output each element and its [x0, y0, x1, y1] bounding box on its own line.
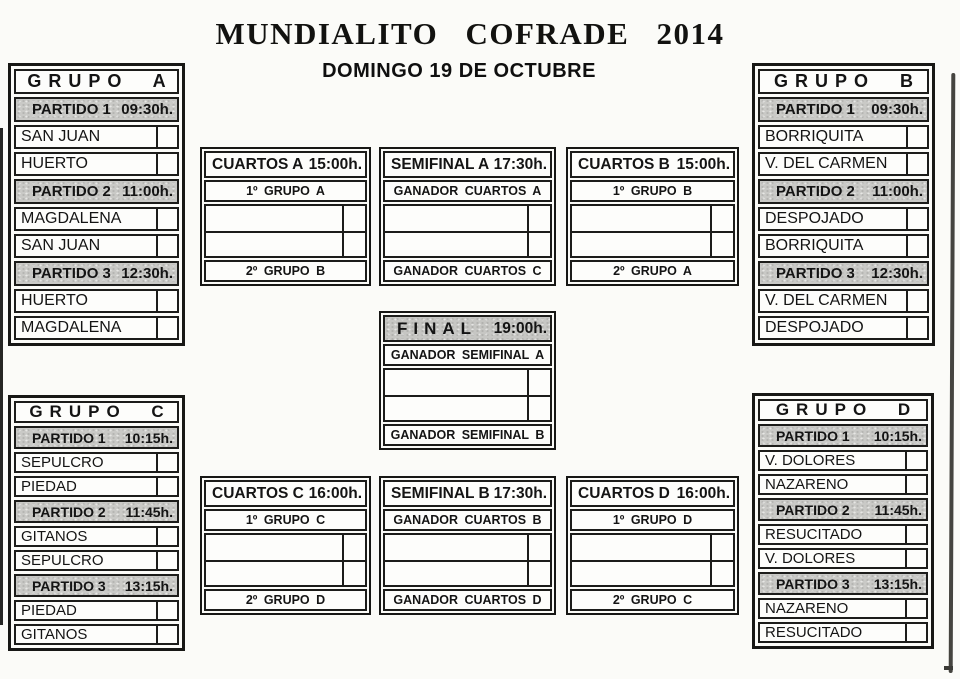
score-cell: [527, 562, 550, 585]
score-cell: [905, 624, 926, 641]
empty-team-slot: [572, 233, 710, 256]
match-time: 09:30h.: [871, 101, 923, 118]
match-label: PARTIDO 3: [776, 575, 850, 592]
match-label: PARTIDO 2: [32, 183, 111, 200]
team-row: [14, 624, 179, 645]
match-label: PARTIDO 2: [776, 501, 850, 518]
match-header: [14, 574, 179, 597]
score-cell: [906, 291, 927, 311]
bracket-box-cuartos-b: [566, 147, 739, 286]
team-name: MAGDALENA: [21, 210, 122, 227]
score-cell: [906, 154, 927, 174]
score-cell: [527, 233, 550, 256]
seed-label-top-text: 1º GRUPO D: [612, 513, 693, 527]
match-label: PARTIDO 1: [776, 427, 850, 444]
team-name: HUERTO: [21, 155, 88, 172]
score-slot: [572, 231, 733, 256]
team-name: V. DOLORES: [765, 452, 856, 469]
score-cell: [710, 535, 733, 560]
team-name: HUERTO: [21, 292, 88, 309]
team-row: [758, 622, 928, 643]
bracket-title: CUARTOS D: [578, 484, 670, 502]
seed-label-bottom-text: GANADOR SEMIFINAL B: [390, 428, 545, 442]
group-title: [758, 399, 928, 421]
score-cell: [905, 526, 926, 543]
seed-label-top-text: GANADOR CUARTOS A: [393, 184, 542, 198]
team-row: [758, 289, 929, 313]
team-name: GITANOS: [21, 528, 88, 545]
match-time: 11:45h.: [874, 501, 922, 518]
match-header: [14, 261, 179, 286]
bracket-title: CUARTOS C: [212, 484, 304, 502]
seed-label-top-text: 1º GRUPO A: [246, 184, 325, 198]
team-name: DESPOJADO: [765, 319, 864, 336]
team-name: BORRIQUITA: [765, 237, 864, 254]
score-slots: [383, 533, 552, 587]
seed-label-top: [383, 180, 552, 202]
team-name: V. DOLORES: [765, 550, 856, 567]
score-cell: [527, 535, 550, 560]
match-header: [758, 97, 929, 122]
seed-label-top: [570, 509, 735, 531]
seed-label-top-text: 1º GRUPO C: [245, 513, 326, 527]
match-label: PARTIDO 1: [32, 101, 111, 118]
score-slot: [385, 535, 550, 560]
bracket-box-cuartos-c: [200, 476, 371, 615]
score-slot: [206, 535, 365, 560]
seed-label-top-text: GANADOR CUARTOS B: [393, 513, 542, 527]
seed-label-bottom: [570, 589, 735, 611]
team-name: MAGDALENA: [21, 319, 122, 336]
bracket-header: [383, 151, 552, 178]
bracket-time: 15:00h.: [676, 155, 730, 173]
score-cell: [156, 236, 177, 256]
team-name: SAN JUAN: [21, 237, 101, 254]
team-row: [14, 234, 179, 258]
score-cell: [342, 562, 365, 585]
score-slot: [385, 560, 550, 585]
team-name: RESUCITADO: [765, 526, 863, 543]
bracket-header: [383, 480, 552, 507]
score-slots: [383, 204, 552, 258]
score-cell: [905, 452, 926, 469]
seed-label-top: [383, 344, 552, 366]
score-cell: [156, 478, 177, 495]
team-name: GITANOS: [21, 626, 88, 643]
team-row: [14, 125, 179, 149]
match-label: PARTIDO 3: [776, 265, 855, 282]
seed-label-top-text: 1º GRUPO B: [612, 184, 693, 198]
match-label: PARTIDO 1: [32, 429, 106, 446]
seed-label-bottom-text: 2º GRUPO C: [612, 593, 693, 607]
match-label: PARTIDO 3: [32, 577, 106, 594]
bracket-title: SEMIFINAL B: [391, 484, 490, 502]
seed-label-bottom-text: GANADOR CUARTOS D: [393, 593, 542, 607]
match-time: 11:45h.: [125, 503, 173, 520]
team-name: SAN JUAN: [21, 128, 101, 145]
seed-label-bottom: [204, 589, 367, 611]
match-header: [758, 498, 928, 521]
seed-label-bottom-text: 2º GRUPO A: [613, 264, 692, 278]
score-cell: [906, 236, 927, 256]
bracket-time: 19:00h.: [493, 319, 547, 337]
match-time: 13:15h.: [124, 577, 173, 594]
score-cell: [905, 600, 926, 617]
match-label: PARTIDO 3: [32, 265, 111, 282]
empty-team-slot: [572, 206, 710, 231]
team-name: SEPULCRO: [21, 454, 104, 471]
team-row: [758, 125, 929, 149]
seed-label-bottom: [204, 260, 367, 282]
score-slot: [385, 231, 550, 256]
team-row: [758, 474, 928, 495]
match-time: 11:00h.: [122, 183, 173, 200]
score-cell: [156, 602, 177, 619]
match-time: 09:30h.: [121, 101, 173, 118]
team-row: [758, 450, 928, 471]
team-row: [14, 476, 179, 497]
team-name: V. DEL CARMEN: [765, 155, 888, 172]
team-name: NAZARENO: [765, 600, 849, 617]
score-slots: [570, 204, 735, 258]
group-title-label: GRUPO C: [29, 402, 171, 421]
team-name: NAZARENO: [765, 476, 849, 493]
score-slots: [204, 204, 367, 258]
seed-label-top: [570, 180, 735, 202]
seed-label-top: [204, 180, 367, 202]
seed-label-bottom: [383, 260, 552, 282]
score-cell: [527, 370, 550, 395]
score-cell: [905, 550, 926, 567]
score-slot: [385, 395, 550, 420]
score-cell: [156, 454, 177, 471]
team-name: SEPULCRO: [21, 552, 104, 569]
score-cell: [156, 552, 177, 569]
bracket-title: SEMIFINAL A: [391, 155, 490, 173]
score-slot: [385, 206, 550, 231]
score-slot: [572, 535, 733, 560]
team-row: [14, 207, 179, 231]
match-header: [758, 261, 929, 286]
match-time: 12:30h.: [121, 265, 173, 282]
group-title-label: GRUPO A: [27, 71, 173, 91]
empty-team-slot: [572, 535, 710, 560]
seed-label-bottom-text: GANADOR CUARTOS C: [393, 264, 542, 278]
score-slots: [383, 368, 552, 422]
seed-label-bottom-text: 2º GRUPO B: [245, 264, 326, 278]
score-slot: [385, 370, 550, 395]
match-label: PARTIDO 1: [776, 101, 855, 118]
match-header: [758, 572, 928, 595]
team-row: [758, 316, 929, 340]
seed-label-top: [383, 509, 552, 531]
match-header: [14, 179, 179, 204]
team-row: [758, 152, 929, 176]
empty-team-slot: [206, 535, 342, 560]
seed-label-top: [204, 509, 367, 531]
seed-label-bottom-text: 2º GRUPO D: [245, 593, 326, 607]
bracket-box-cuartos-d: [566, 476, 739, 615]
score-cell: [156, 291, 177, 311]
empty-team-slot: [572, 562, 710, 585]
bracket-title: CUARTOS A: [212, 155, 304, 173]
score-cell: [905, 476, 926, 493]
seed-label-bottom: [383, 424, 552, 446]
bracket-time: 16:00h.: [308, 484, 362, 502]
bracket-box-cuartos-a: [200, 147, 371, 286]
scan-edge-left: [0, 128, 3, 625]
group-box-a: [8, 63, 185, 346]
team-row: [14, 452, 179, 473]
seed-label-top-text: GANADOR SEMIFINAL A: [390, 348, 545, 362]
group-box-d: [752, 393, 934, 649]
empty-team-slot: [206, 562, 342, 585]
group-box-b: [752, 63, 935, 346]
match-time: 13:15h.: [873, 575, 922, 592]
score-cell: [342, 206, 365, 231]
team-name: DESPOJADO: [765, 210, 864, 227]
bracket-title: FINAL: [397, 318, 478, 338]
team-row: [14, 526, 179, 547]
team-row: [758, 524, 928, 545]
score-cell: [906, 209, 927, 229]
empty-team-slot: [385, 397, 527, 420]
bracket-header: [204, 480, 367, 507]
empty-team-slot: [206, 206, 342, 231]
score-cell: [710, 562, 733, 585]
seed-label-bottom: [570, 260, 735, 282]
bracket-time: 15:00h.: [308, 155, 362, 173]
group-title: [758, 69, 929, 94]
team-row: [758, 548, 928, 569]
group-title: [14, 401, 179, 423]
bracket-header: [204, 151, 367, 178]
score-cell: [527, 206, 550, 231]
team-name: PIEDAD: [21, 478, 77, 495]
bracket-time: 17:30h.: [493, 155, 547, 173]
score-cell: [527, 397, 550, 420]
match-header: [14, 426, 179, 449]
group-box-c: [8, 395, 185, 651]
date-heading: DOMINGO 19 DE OCTUBRE: [322, 60, 596, 82]
match-time: 10:15h.: [124, 429, 173, 446]
match-label: PARTIDO 2: [32, 503, 106, 520]
match-header: [14, 97, 179, 122]
match-time: 11:00h.: [872, 183, 923, 200]
scan-edge-right: [949, 73, 956, 673]
score-slots: [570, 533, 735, 587]
scan-edge-mark: [944, 666, 953, 670]
group-title-label: GRUPO D: [775, 400, 918, 419]
bracket-box-semifinal-a: [379, 147, 556, 286]
team-row: [14, 152, 179, 176]
bracket-time: 16:00h.: [676, 484, 730, 502]
bracket-time: 17:30h.: [493, 484, 547, 502]
score-cell: [342, 233, 365, 256]
team-row: [758, 598, 928, 619]
team-row: [758, 234, 929, 258]
match-header: [758, 179, 929, 204]
group-title: [14, 69, 179, 94]
team-name: RESUCITADO: [765, 624, 863, 641]
match-time: 10:15h.: [873, 427, 922, 444]
match-time: 12:30h.: [871, 265, 923, 282]
empty-team-slot: [385, 535, 527, 560]
score-cell: [156, 528, 177, 545]
score-slot: [206, 231, 365, 256]
match-header: [14, 500, 179, 523]
bracket-title: CUARTOS B: [578, 155, 670, 173]
score-cell: [156, 209, 177, 229]
score-cell: [906, 127, 927, 147]
score-cell: [156, 154, 177, 174]
seed-label-bottom: [383, 589, 552, 611]
match-header: [758, 424, 928, 447]
score-slots: [204, 533, 367, 587]
empty-team-slot: [385, 370, 527, 395]
bracket-box-final: [379, 311, 556, 450]
team-row: [14, 550, 179, 571]
team-row: [758, 207, 929, 231]
empty-team-slot: [385, 206, 527, 231]
empty-team-slot: [385, 233, 527, 256]
score-cell: [710, 206, 733, 231]
page-title: MUNDIALITO COFRADE 2014: [215, 16, 725, 51]
team-row: [14, 289, 179, 313]
score-cell: [156, 127, 177, 147]
group-title-label: GRUPO B: [773, 71, 920, 91]
team-row: [14, 316, 179, 340]
bracket-header: [570, 480, 735, 507]
bracket-box-semifinal-b: [379, 476, 556, 615]
empty-team-slot: [206, 233, 342, 256]
score-cell: [342, 535, 365, 560]
team-name: BORRIQUITA: [765, 128, 864, 145]
score-cell: [906, 318, 927, 338]
bracket-header: [570, 151, 735, 178]
score-slot: [206, 206, 365, 231]
score-slot: [572, 560, 733, 585]
team-row: [14, 600, 179, 621]
score-slot: [206, 560, 365, 585]
score-cell: [710, 233, 733, 256]
team-name: PIEDAD: [21, 602, 77, 619]
bracket-header: [383, 315, 552, 342]
team-name: V. DEL CARMEN: [765, 292, 888, 309]
score-cell: [156, 318, 177, 338]
score-slot: [572, 206, 733, 231]
match-label: PARTIDO 2: [776, 183, 855, 200]
empty-team-slot: [385, 562, 527, 585]
score-cell: [156, 626, 177, 643]
